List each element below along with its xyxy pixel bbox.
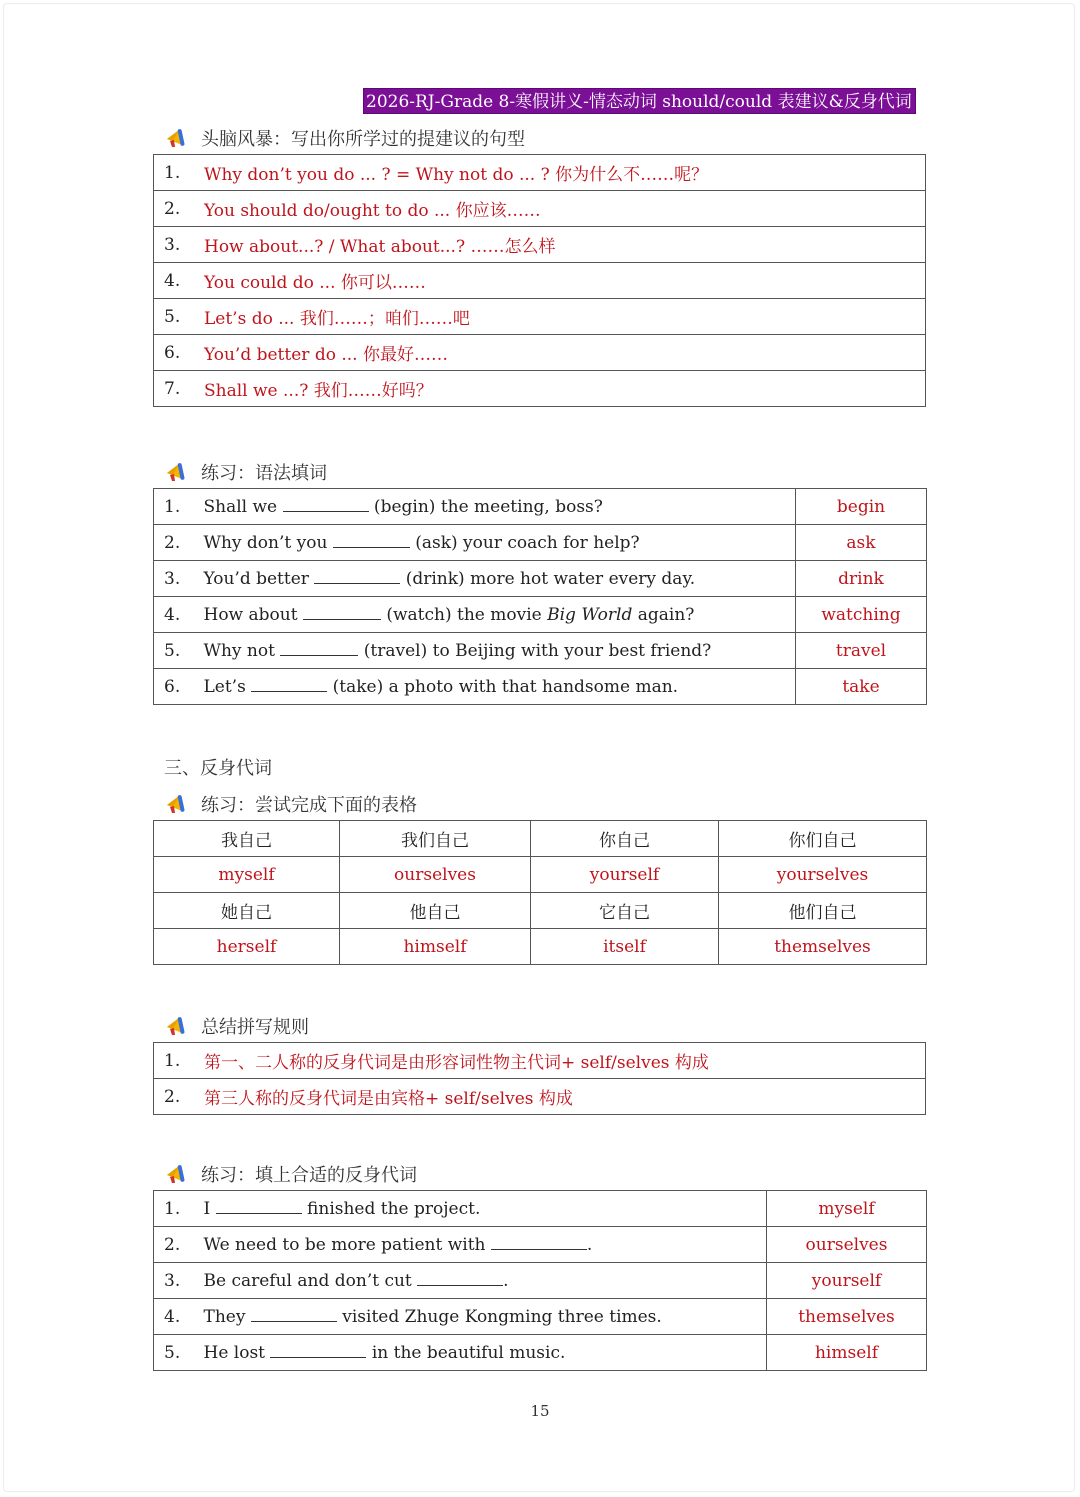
- exercise-sentence: [200, 1263, 767, 1299]
- table-row: [154, 1299, 927, 1335]
- section1-title: [165, 126, 525, 150]
- exercise-sentence: [200, 1191, 767, 1227]
- section2-title: [165, 460, 327, 484]
- section4-title: [165, 1014, 309, 1038]
- table-row: [154, 191, 926, 227]
- row-number: 3.: [154, 1263, 200, 1299]
- sentence-end: .: [586, 1234, 593, 1255]
- sentence-end: (travel) to Beijing with your best friend?: [358, 640, 712, 661]
- answer-blank: [251, 677, 327, 692]
- answer-cell: himself: [767, 1335, 927, 1371]
- megaphone-icon: [165, 461, 187, 483]
- row-number: 1.: [154, 1191, 200, 1227]
- row-number: 6.: [154, 335, 201, 371]
- spelling-rule: 第一、二人称的反身代词是由形容词性物主代词+ self/selves 构成: [200, 1043, 926, 1079]
- sentence-start: Why not: [203, 640, 281, 661]
- table-row: [154, 371, 926, 407]
- pronoun-chinese: 我自己: [154, 821, 340, 857]
- suggestion-pattern: How about...? / What about...? ……怎么样: [200, 227, 926, 263]
- pronoun-answer: yourself: [531, 857, 719, 893]
- section1-title-text: 头脑风暴：写出你所学过的提建议的句型: [201, 129, 525, 150]
- pronoun-chinese: 她自己: [154, 893, 340, 929]
- pronoun-chinese: 你们自己: [719, 821, 927, 857]
- section4-title-text: 总结拼写规则: [201, 1017, 309, 1038]
- pronoun-chinese: 他们自己: [719, 893, 927, 929]
- table-row: [154, 1227, 927, 1263]
- answer-cell: take: [796, 669, 927, 705]
- sentence-end: (watch) the movie: [380, 604, 548, 625]
- megaphone-icon: [165, 1163, 187, 1185]
- spelling-rules-table: [153, 1042, 926, 1115]
- answer-blank: [280, 641, 358, 656]
- row-number: 2.: [154, 1079, 201, 1115]
- row-number: 4.: [154, 597, 200, 633]
- exercise-sentence: [200, 1299, 767, 1335]
- table-row: [154, 1191, 927, 1227]
- sentence-end: (drink) more hot water every day.: [400, 568, 696, 589]
- suggestion-pattern: Shall we ...? 我们……好吗？: [200, 371, 926, 407]
- spelling-rule: 第三人称的反身代词是由宾格+ self/selves 构成: [200, 1079, 926, 1115]
- sentence-start: Let’s: [203, 676, 252, 697]
- pronoun-answer: itself: [531, 929, 719, 965]
- table-row: [154, 227, 926, 263]
- reflexive-fill-table: [153, 1190, 927, 1371]
- row-number: 1.: [154, 155, 201, 191]
- answer-blank: [270, 1343, 366, 1358]
- answer-cell: travel: [796, 633, 927, 669]
- suggestion-pattern: You’d better do ... 你最好……: [200, 335, 926, 371]
- table-row: [154, 1335, 927, 1371]
- section2-title-text: 练习：语法填词: [201, 463, 327, 484]
- sentence-end: visited Zhuge Kongming three times.: [336, 1306, 662, 1327]
- sentence-start: Shall we: [203, 496, 283, 517]
- pronoun-chinese: 他自己: [340, 893, 531, 929]
- pronoun-answer: myself: [154, 857, 340, 893]
- table-row: [154, 1043, 926, 1079]
- sentence-end: (begin) the meeting, boss?: [368, 496, 603, 517]
- answer-blank: [491, 1235, 587, 1250]
- sentence-start: He lost: [203, 1342, 271, 1363]
- table-row: [154, 299, 926, 335]
- answer-cell: themselves: [767, 1299, 927, 1335]
- table-row: [154, 335, 926, 371]
- row-number: 4.: [154, 1299, 200, 1335]
- table-row: [154, 669, 927, 705]
- suggestion-pattern: You should do/ought to do ... 你应该……: [200, 191, 926, 227]
- section3-title-text: 练习：尝试完成下面的表格: [201, 795, 417, 816]
- table-row: [154, 1079, 926, 1115]
- answer-cell: watching: [796, 597, 927, 633]
- sentence-start: Be careful and don’t cut: [203, 1270, 418, 1291]
- row-number: 7.: [154, 371, 201, 407]
- reflexive-pronoun-table: [153, 820, 927, 965]
- pronoun-chinese: 你自己: [531, 821, 719, 857]
- pronoun-answer: himself: [340, 929, 531, 965]
- table-row: [154, 263, 926, 299]
- exercise-sentence: [200, 561, 796, 597]
- row-number: 2.: [154, 191, 201, 227]
- row-number: 5.: [154, 1335, 200, 1371]
- answer-cell: ourselves: [767, 1227, 927, 1263]
- document-header: 2026-RJ-Grade 8-寒假讲义-情态动词 should/could 表建议&反身代词: [363, 88, 916, 114]
- sentence-end: (ask) your coach for help?: [409, 532, 640, 553]
- sentence-end: finished the project.: [301, 1198, 481, 1219]
- exercise-sentence: [200, 633, 796, 669]
- exercise-sentence: [200, 597, 796, 633]
- table-row: [154, 1263, 927, 1299]
- pronoun-chinese: 它自己: [531, 893, 719, 929]
- pronoun-answer: herself: [154, 929, 340, 965]
- answer-blank: [303, 605, 381, 620]
- answer-blank: [283, 497, 369, 512]
- row-number: 1.: [154, 489, 200, 525]
- section5-title-text: 练习：填上合适的反身代词: [201, 1165, 417, 1186]
- megaphone-icon: [165, 793, 187, 815]
- answer-cell: yourself: [767, 1263, 927, 1299]
- row-number: 4.: [154, 263, 201, 299]
- answer-cell: ask: [796, 525, 927, 561]
- sentence-end: (take) a photo with that handsome man.: [327, 676, 679, 697]
- row-number: 2.: [154, 1227, 200, 1263]
- table-row: [154, 489, 927, 525]
- pronoun-answer: yourselves: [719, 857, 927, 893]
- exercise-sentence: [200, 489, 796, 525]
- sentence-end: .: [503, 1270, 509, 1291]
- suggestion-patterns-table: [153, 154, 926, 407]
- sentence-tail: again?: [632, 604, 695, 625]
- table-row: [154, 633, 927, 669]
- table-row: [154, 561, 927, 597]
- page-number: 15: [530, 1402, 550, 1420]
- exercise-sentence: [200, 669, 796, 705]
- row-number: 3.: [154, 561, 200, 597]
- sentence-end: in the beautiful music.: [366, 1342, 566, 1363]
- megaphone-icon: [165, 127, 187, 149]
- pronoun-answer: themselves: [719, 929, 927, 965]
- megaphone-icon: [165, 1015, 187, 1037]
- answer-cell: myself: [767, 1191, 927, 1227]
- row-number: 6.: [154, 669, 200, 705]
- sentence-start: We need to be more patient with: [203, 1234, 491, 1255]
- answer-blank: [417, 1271, 503, 1286]
- table-row: [154, 155, 926, 191]
- answer-cell: begin: [796, 489, 927, 525]
- row-number: 5.: [154, 299, 201, 335]
- row-number: 2.: [154, 525, 200, 561]
- answer-blank: [251, 1307, 337, 1322]
- table-row: [154, 857, 927, 893]
- suggestion-pattern: Let’s do ... 我们……；咱们……吧: [200, 299, 926, 335]
- table-row: [154, 597, 927, 633]
- section3-heading: 三、反身代词: [164, 758, 272, 779]
- table-row: [154, 525, 927, 561]
- suggestion-pattern: Why don’t you do ... ? = Why not do ... ? 你为什么不……呢？: [200, 155, 926, 191]
- exercise-sentence: [200, 1335, 767, 1371]
- pronoun-answer: ourselves: [340, 857, 531, 893]
- row-number: 1.: [154, 1043, 201, 1079]
- answer-blank: [333, 533, 410, 548]
- section5-title: [165, 1162, 417, 1186]
- row-number: 3.: [154, 227, 201, 263]
- pronoun-chinese: 我们自己: [340, 821, 531, 857]
- suggestion-pattern: You could do ... 你可以……: [200, 263, 926, 299]
- answer-blank: [314, 569, 400, 584]
- table-row: [154, 893, 927, 929]
- grammar-fill-table: [153, 488, 927, 705]
- table-row: [154, 929, 927, 965]
- movie-title: Big World: [547, 604, 633, 625]
- answer-cell: drink: [796, 561, 927, 597]
- table-row: [154, 821, 927, 857]
- answer-blank: [216, 1199, 302, 1214]
- sentence-start: They: [203, 1306, 251, 1327]
- sentence-start: How about: [203, 604, 303, 625]
- exercise-sentence: [200, 1227, 767, 1263]
- sentence-start: Why don’t you: [203, 532, 333, 553]
- section3-title: [165, 792, 417, 816]
- sentence-start: You’d better: [203, 568, 315, 589]
- sentence-start: I: [203, 1198, 216, 1219]
- exercise-sentence: [200, 525, 796, 561]
- row-number: 5.: [154, 633, 200, 669]
